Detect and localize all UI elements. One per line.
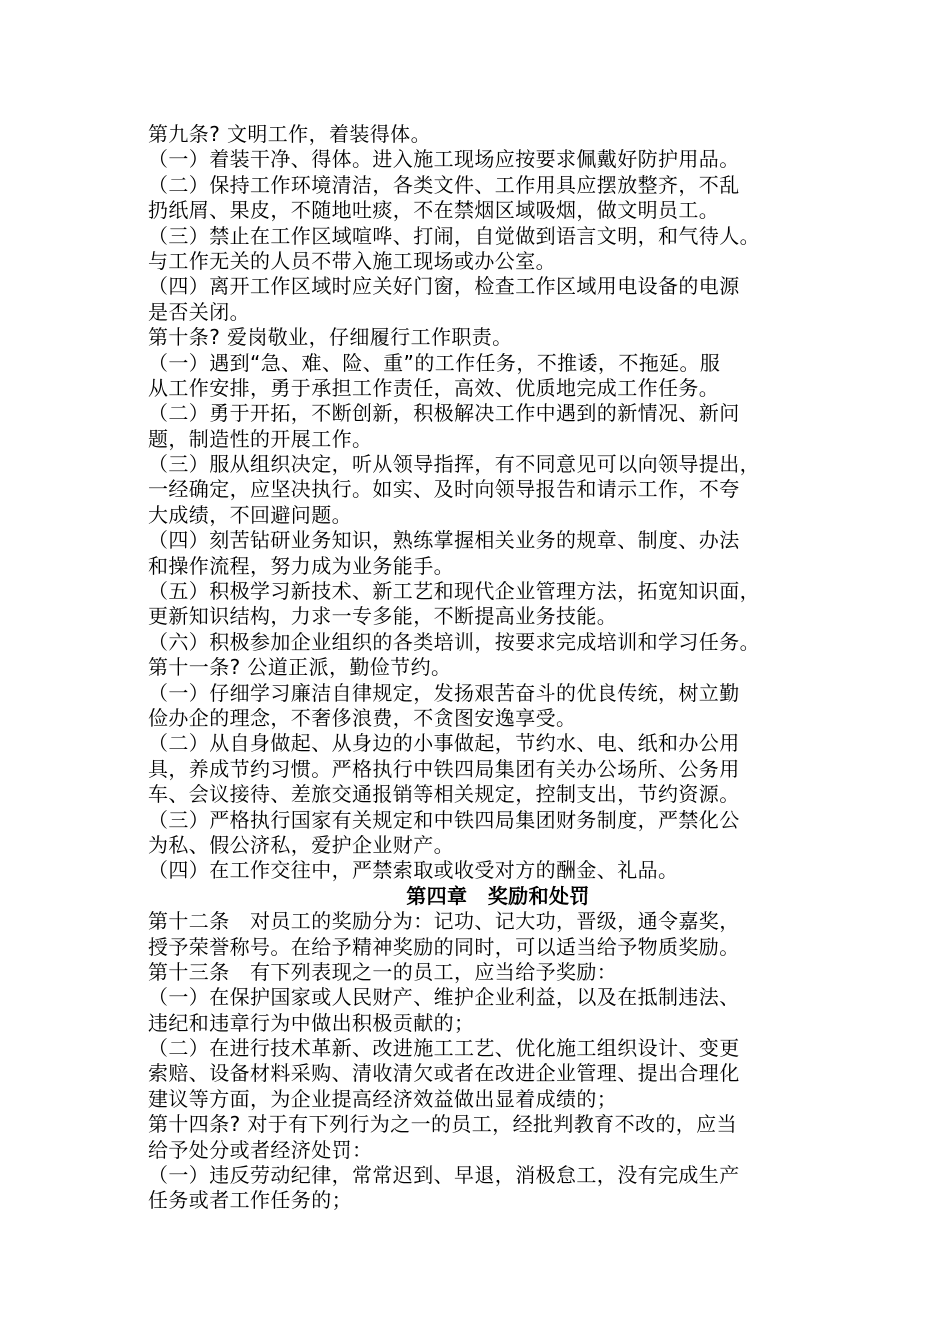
text-line: 从工作安排，勇于承担工作责任，高效、优质地完成工作任务。 xyxy=(148,375,720,400)
text-line: （二）从自身做起、从身边的小事做起，节约水、电、纸和办公用 xyxy=(148,731,740,756)
chapter-heading: 第四章 奖励和处罚 xyxy=(406,883,590,908)
text-line: （六）积极参加企业组织的各类培训，按要求完成培训和学习任务。 xyxy=(148,629,760,654)
text-line: 第九条? 文明工作，着装得体。 xyxy=(148,122,431,146)
text-line: （一）着装干净、得体。进入施工现场应按要求佩戴好防护用品。 xyxy=(148,147,740,172)
text-line: （五）积极学习新技术、新工艺和现代企业管理方法，拓宽知识面， xyxy=(148,579,760,604)
text-line: （二）在进行技术革新、改进施工工艺、优化施工组织设计、变更 xyxy=(148,1036,740,1061)
text-line: 大成绩，不回避问题。 xyxy=(148,502,352,527)
text-line: 题，制造性的开展工作。 xyxy=(148,426,373,451)
text-line: （一）在保护国家或人民财产、维护企业利益，以及在抵制违法、 xyxy=(148,985,740,1010)
text-line: （四）离开工作区域时应关好门窗，检查工作区域用电设备的电源 xyxy=(148,274,740,299)
text-line: 具，养成节约习惯。严格执行中铁四局集团有关办公场所、公务用 xyxy=(148,756,740,781)
text-line: （四）刻苦钻研业务知识，熟练掌握相关业务的规章、制度、办法 xyxy=(148,528,740,553)
text-line: 是否关闭。 xyxy=(148,299,250,324)
text-line: （一）仔细学习廉洁自律规定，发扬艰苦奋斗的优良传统，树立勤 xyxy=(148,680,740,705)
text-line: 给予处分或者经济处罚： xyxy=(148,1137,373,1162)
text-line: 建议等方面，为企业提高经济效益做出显着成绩的； xyxy=(148,1086,618,1111)
text-line: （三）服从组织决定，听从领导指挥，有不同意见可以向领导提出， xyxy=(148,452,760,477)
text-line: （一）遇到“急、难、险、重”的工作任务，不推诿，不拖延。服 xyxy=(148,350,721,375)
text-line: 和操作流程，努力成为业务能手。 xyxy=(148,553,454,578)
text-line: 索赔、设备材料采购、清收清欠或者在改进企业管理、提出合理化 xyxy=(148,1061,740,1086)
text-line: （四）在工作交往中，严禁索取或收受对方的酬金、礼品。 xyxy=(148,858,679,883)
text-line: 授予荣誉称号。在给予精神奖励的同时，可以适当给予物质奖励。 xyxy=(148,934,740,959)
text-line: 第十一条? 公道正派，勤俭节约。 xyxy=(148,655,452,680)
text-line: （二）勇于开拓，不断创新，积极解决工作中遇到的新情况、新问 xyxy=(148,401,740,426)
text-line: 扔纸屑、果皮，不随地吐痰，不在禁烟区域吸烟，做文明员工。 xyxy=(148,198,720,223)
text-line: （三）严格执行国家有关规定和中铁四局集团财务制度，严禁化公 xyxy=(148,807,740,832)
document-body-continued xyxy=(148,909,828,1214)
text-line: 第十四条? 对于有下列行为之一的员工，经批判教育不改的，应当 xyxy=(148,1112,737,1137)
document-body xyxy=(148,122,828,884)
text-line: 更新知识结构，力求一专多能，不断提高业务技能。 xyxy=(148,604,618,629)
document-page xyxy=(148,122,828,1214)
text-line: 为私、假公济私，爱护企业财产。 xyxy=(148,832,454,857)
text-line: 第十条? 爱岗敬业，仔细履行工作职责。 xyxy=(148,325,513,350)
text-line: （三）禁止在工作区域喧哗、打闹，自觉做到语言文明，和气待人。 xyxy=(148,223,760,248)
text-line: 第十三条 有下列表现之一的员工，应当给予奖励： xyxy=(148,959,618,984)
text-line: 俭办企的理念，不奢侈浪费，不贪图安逸享受。 xyxy=(148,705,577,730)
text-line: 违纪和违章行为中做出积极贡献的； xyxy=(148,1010,475,1035)
text-line: 车、会议接待、差旅交通报销等相关规定，控制支出，节约资源。 xyxy=(148,782,740,807)
text-line: 第十二条 对员工的奖励分为：记功、记大功，晋级，通令嘉奖， xyxy=(148,909,740,934)
text-line: 任务或者工作任务的； xyxy=(148,1188,352,1213)
text-line: 一经确定，应坚决执行。如实、及时向领导报告和请示工作，不夸 xyxy=(148,477,740,502)
text-line: （二）保持工作环境清洁，各类文件、工作用具应摆放整齐，不乱 xyxy=(148,172,740,197)
text-line: 与工作无关的人员不带入施工现场或办公室。 xyxy=(148,248,556,273)
text-line: （一）违反劳动纪律，常常迟到、早退，消极怠工，没有完成生产 xyxy=(148,1163,740,1188)
